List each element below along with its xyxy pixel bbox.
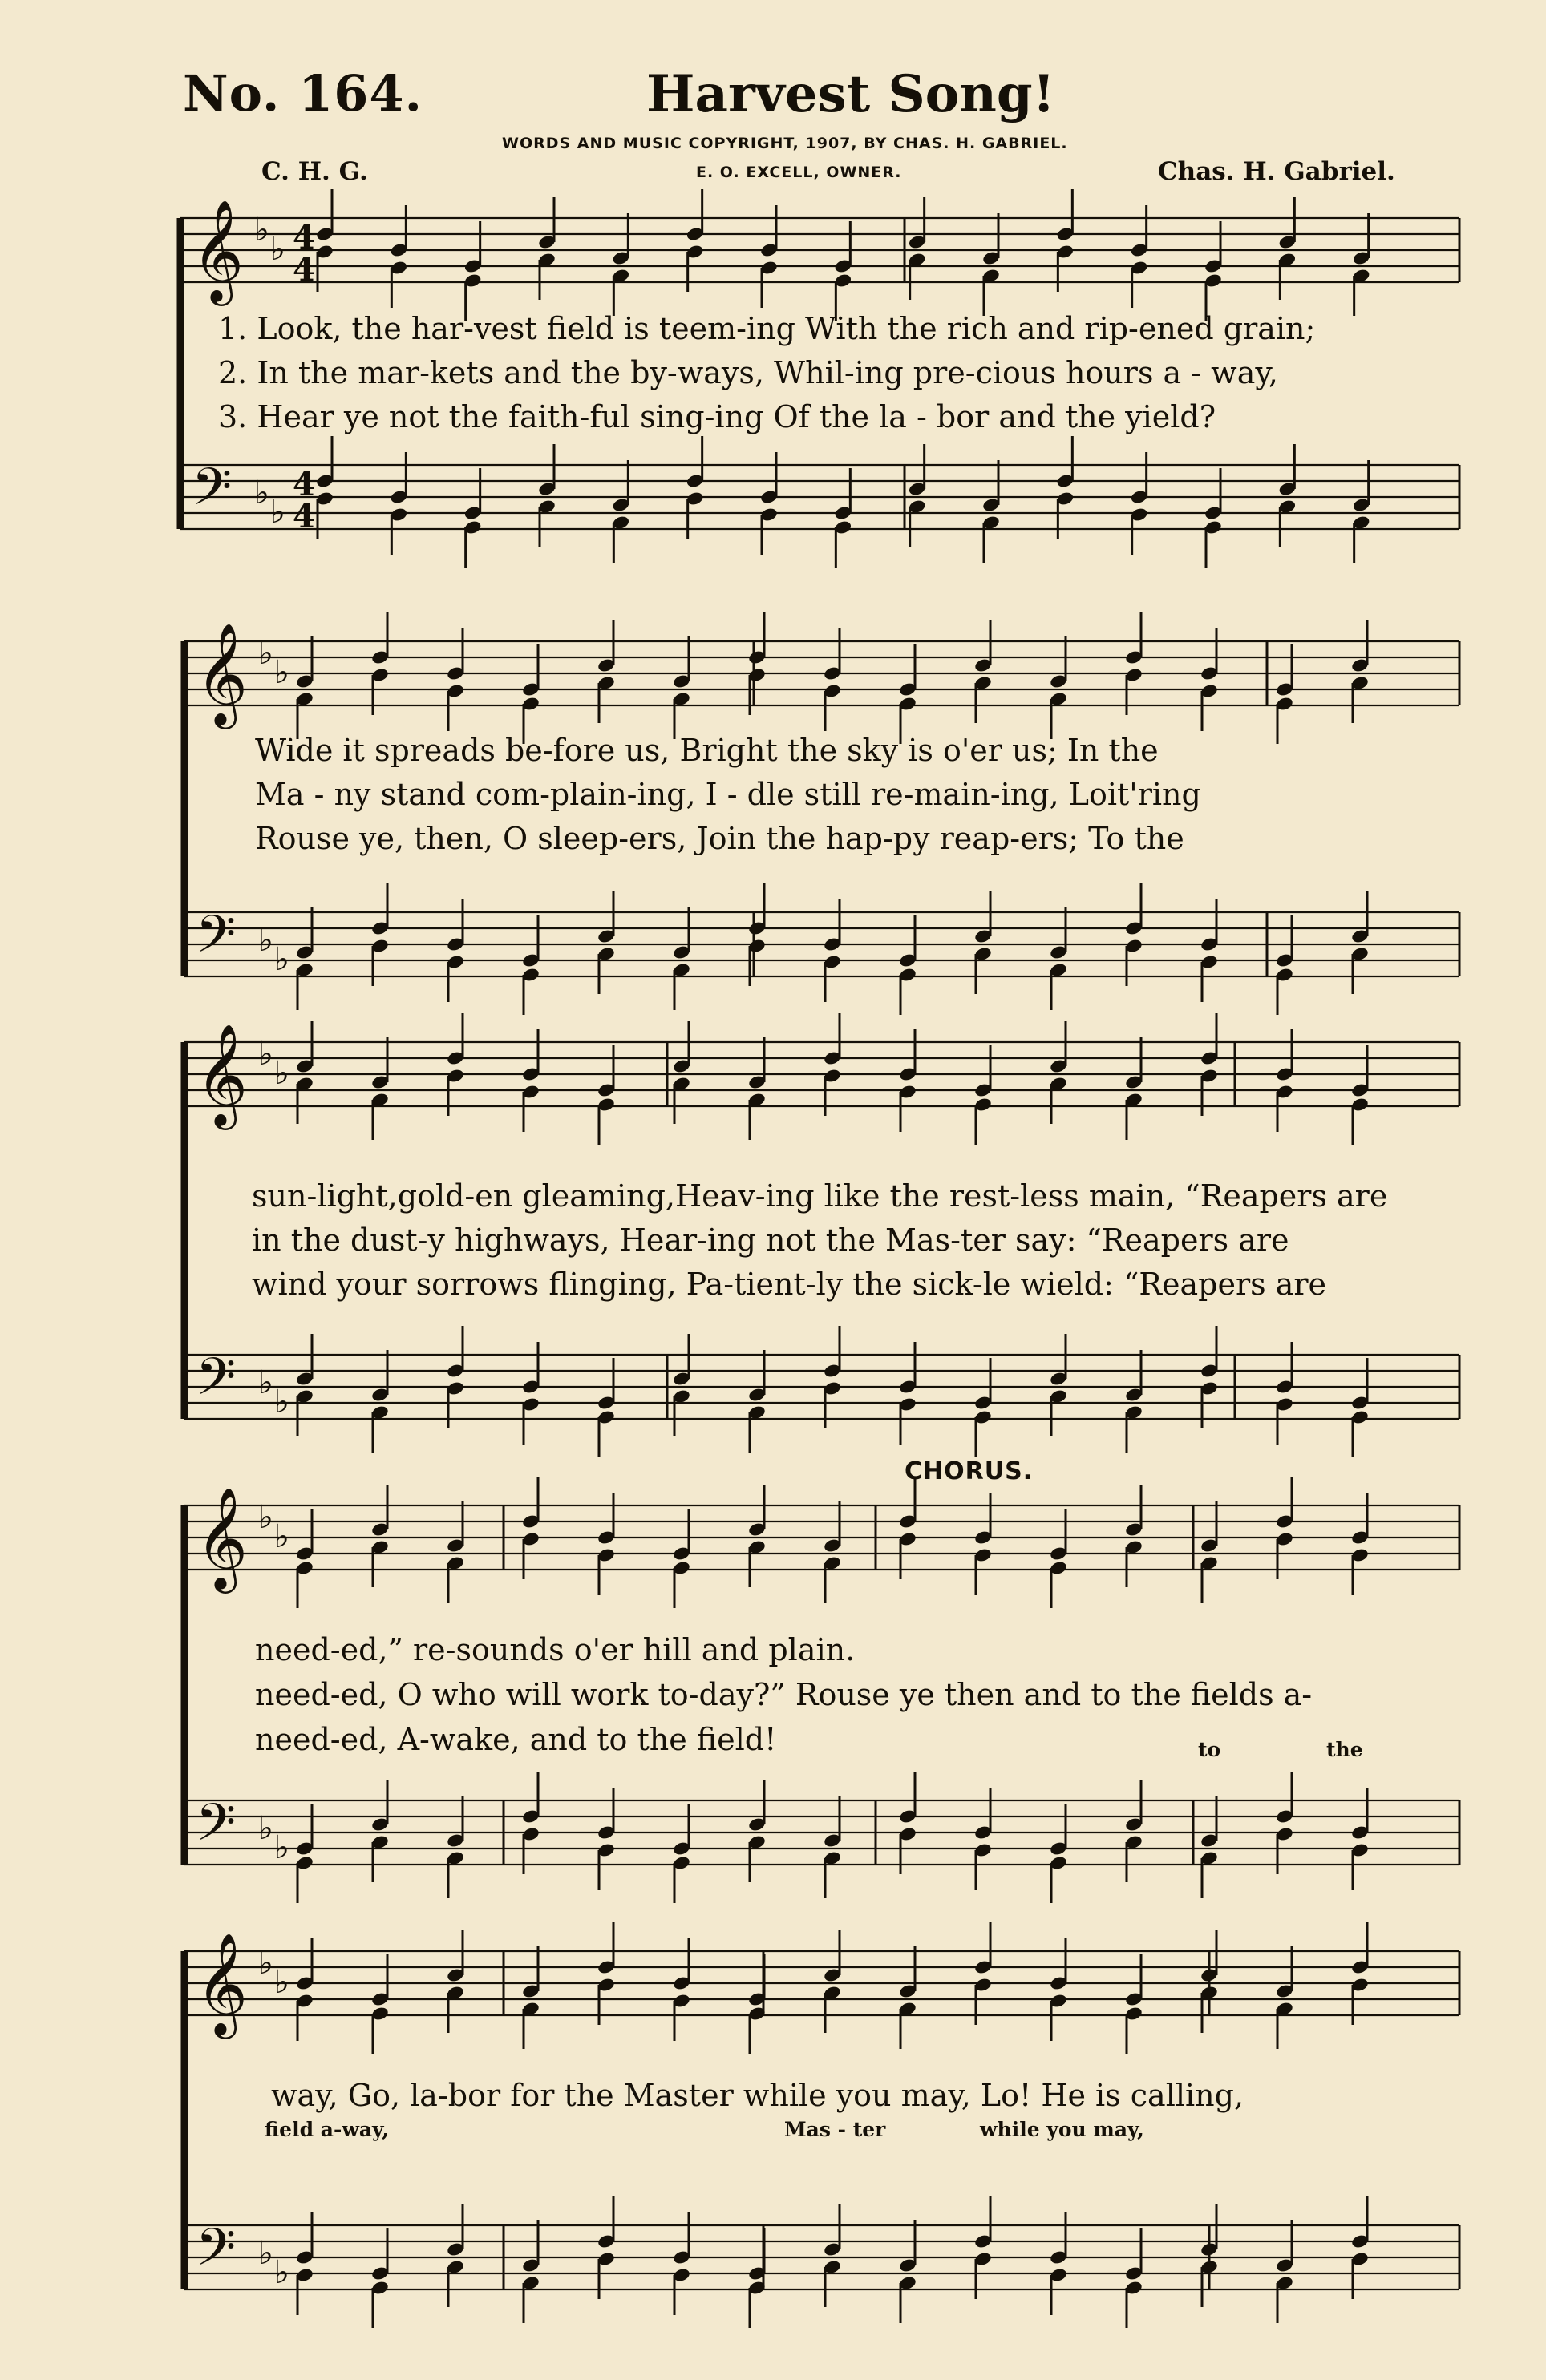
system5-bass-words-2: Mas - ter — [784, 2118, 886, 2141]
system4-treble-flat: ♭ — [258, 1499, 273, 1536]
system3-treble-clef: 𝄞 — [196, 1023, 249, 1125]
system1-verse1: 1. Look, the har-vest field is teem-ing With the rich and rip-ened grain; — [218, 311, 1316, 346]
system5-lyrics: way, Go, la-bor for the Master while you may, Lo! He is calling, — [271, 2078, 1244, 2113]
system1-treble-clef: 𝄞 — [192, 199, 245, 301]
copyright-owner: E. O. EXCELL, OWNER. — [696, 164, 902, 181]
system1-treble-flat: ♭ — [270, 231, 285, 268]
system1-bass-clef: 𝄢 — [192, 458, 233, 530]
system3-treble-flat: ♭ — [258, 1036, 273, 1073]
system1-bass-flat: ♭ — [254, 475, 269, 511]
system1-bass-flat: ♭ — [270, 494, 285, 531]
system5-treble-flat: ♭ — [258, 1945, 273, 1982]
system3-verse2: in the dust-y highways, Hear-ing not the Mas-ter say: “Reapers are — [252, 1222, 1289, 1258]
system5-treble-clef: 𝄞 — [196, 1932, 249, 2035]
system4-bass-flat: ♭ — [274, 1829, 289, 1866]
system5-bass-flat: ♭ — [258, 2235, 273, 2272]
system3-bass-flat: ♭ — [258, 1364, 273, 1401]
hymn-number: No. 164. — [183, 64, 423, 123]
time-signature-bottom: 4 — [293, 498, 315, 535]
system4-bass-flat: ♭ — [258, 1810, 273, 1847]
system3-bass-flat: ♭ — [274, 1384, 289, 1420]
composer-credit: Chas. H. Gabriel. — [1158, 157, 1395, 186]
system4-bass-clef: 𝄢 — [196, 1793, 237, 1865]
system2-verse1: Wide it spreads be-fore us, Bright the sky is o'er us; In the — [255, 733, 1159, 768]
system4-bass-word-the: the — [1326, 1738, 1363, 1761]
time-signature-top: 4 — [293, 219, 315, 257]
system3-verse3: wind your sorrows flinging, Pa-tient-ly the sick-le wield: “Reapers are — [252, 1267, 1327, 1302]
system5-bass-flat: ♭ — [274, 2254, 289, 2291]
system1-verse2: 2. In the mar-kets and the by-ways, Whil-ing pre-cious hours a - way, — [218, 355, 1278, 390]
system2-bass-clef: 𝄢 — [196, 905, 237, 977]
chorus-label: CHORUS. — [905, 1457, 1034, 1485]
system5-bass-words-3: while you may, — [980, 2118, 1144, 2141]
hymn-title: Harvest Song! — [646, 64, 1055, 124]
lyricist-credit: C. H. G. — [261, 157, 368, 186]
system2-bass-flat: ♭ — [274, 941, 289, 978]
system2-treble-flat: ♭ — [274, 654, 289, 691]
system4-verse3: need-ed, A-wake, and to the field! — [255, 1722, 777, 1757]
system4-verse2: need-ed, O who will work to-day?” Rouse ye then and to the fields a- — [255, 1677, 1313, 1712]
system5-bass-clef: 𝄢 — [196, 2218, 237, 2290]
system4-treble-flat: ♭ — [274, 1518, 289, 1555]
system3-treble-flat: ♭ — [274, 1055, 289, 1092]
system3-bass-clef: 𝄢 — [196, 1348, 237, 1420]
system1-verse3: 3. Hear ye not the faith-ful sing-ing Of the la - bor and the yield? — [218, 399, 1216, 434]
system2-treble-flat: ♭ — [258, 635, 273, 672]
system5-treble-flat: ♭ — [274, 1964, 289, 2001]
system2-treble-clef: 𝄞 — [196, 622, 249, 725]
system5-bass-words-1: field a-way, — [265, 2118, 389, 2141]
system4-bass-word-to: to — [1198, 1738, 1221, 1761]
system1-treble-flat: ♭ — [254, 212, 269, 249]
time-signature-top: 4 — [293, 466, 315, 503]
copyright-notice: WORDS AND MUSIC COPYRIGHT, 1907, BY CHAS. H. GABRIEL. — [502, 135, 1068, 152]
system4-treble-clef: 𝄞 — [196, 1486, 249, 1589]
system2-verse2: Ma - ny stand com-plain-ing, I - dle still re-main-ing, Loit'ring — [255, 777, 1201, 812]
time-signature-bottom: 4 — [293, 251, 315, 289]
system2-verse3: Rouse ye, then, O sleep-ers, Join the hap-py reap-ers; To the — [255, 821, 1184, 856]
system4-verse1: need-ed,” re-sounds o'er hill and plain. — [255, 1632, 856, 1667]
system2-bass-flat: ♭ — [258, 922, 273, 959]
system3-verse1: sun-light,gold-en gleaming,Heav-ing like the rest-less main, “Reapers are — [252, 1178, 1388, 1214]
